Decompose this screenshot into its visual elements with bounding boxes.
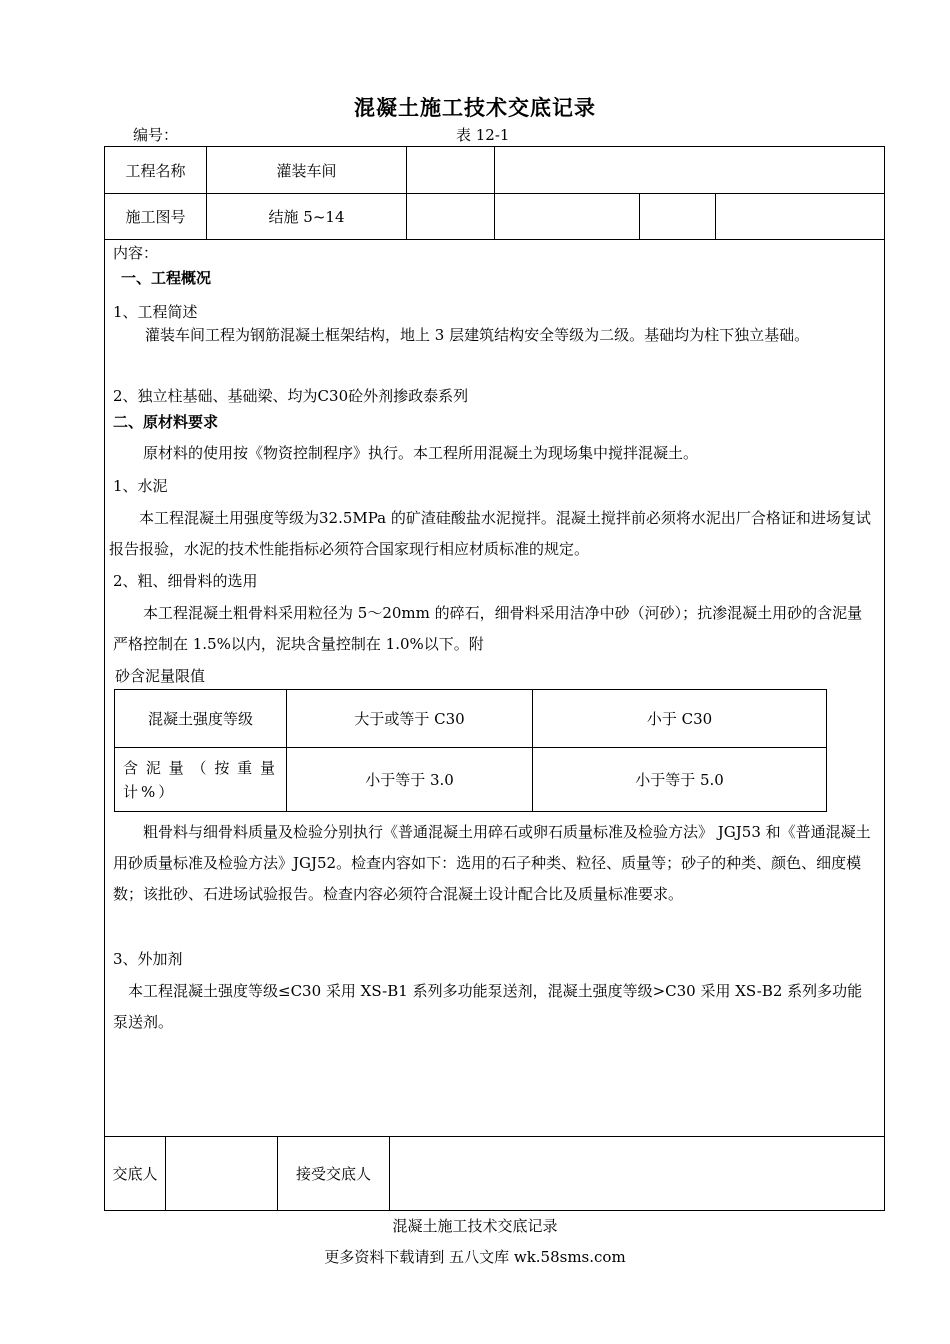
section-2-text: 原材料的使用按《物资控制程序》执行。本工程所用混凝土为现场集中搅拌混凝土。 [143,444,699,462]
drawing-no-label: 施工图号 [125,208,186,226]
frame-right [884,146,885,1211]
col-divider [406,146,407,239]
briefing-giver-label: 交底人 [112,1164,158,1183]
section-2-1-text: 本工程混凝土用强度等级为32.5MPa 的矿渣硅酸盐水泥搅拌。混凝土搅拌前必须将水泥出厂合格证和进场复试报告报验，水泥的技术性能指标必须符合国家现行相应材质标准的规定。 [109,509,871,558]
section-1-title: 一、工程概况 [121,269,212,287]
content-label: 内容： [113,244,159,262]
mud-content-table [114,689,827,812]
table-row-label: 含泥量（按重量计%） [115,748,287,812]
project-name-value: 灌装车间 [276,161,337,180]
drawing-no-value: 结施 5~14 [268,208,345,226]
section-2-2-heading: 2、粗、细骨料的选用 [113,572,258,590]
section-2-3-heading: 3、外加剂 [113,950,183,968]
document-title: 混凝土施工技术交底记录 [354,95,596,120]
table-cell: 小于等于 3.0 [287,748,533,812]
row-divider [104,1136,885,1137]
section-2-1-heading: 1、水泥 [113,477,168,495]
footer-link-text: 更多资料下载请到 五八文库 wk.58sms.com [324,1248,626,1266]
col-divider [639,193,640,239]
frame-bottom [104,1210,885,1211]
footer-title: 混凝土施工技术交底记录 [392,1217,558,1235]
section-2-2-text-2: 粗骨料与细骨料质量及检验分别执行《普通混凝土用碎石或卵石质量标准及检验方法》 JGJ53 和《普通混凝土用砂质量标准及检验方法》JGJ52。检查内容如下：选用的石子种类、粒径、质量等；砂子的种类、颜色、细度模数；该批砂、石进场试验报告。检查内容必须符合混凝土设计配合比及质量标准要求。 [113,823,871,903]
form-number: 表 12-1 [456,126,510,144]
table-cell: 小于等于 5.0 [533,748,827,812]
col-divider [165,1136,166,1210]
table-header-cell: 小于 C30 [533,690,827,748]
table-header-cell: 混凝土强度等级 [115,690,287,748]
section-1-1-heading: 1、工程简述 [113,303,198,321]
table-caption: 砂含泥量限值 [115,667,206,685]
briefing-receiver-label: 接受交底人 [295,1165,371,1183]
project-name-label: 工程名称 [125,161,186,180]
section-2-title: 二、原材料要求 [113,413,219,431]
col-divider [715,193,716,239]
col-divider [494,146,495,239]
section-2-2-text: 本工程混凝土粗骨料采用粒径为 5～20mm 的碎石，细骨料采用洁净中砂（河砂）；抗渗混凝土用砂的含泥量严格控制在 1.5%以内，泥块含量控制在 1.0%以下。附 [113,604,863,653]
section-1-2-text: 2、独立柱基础、基础梁、均为C30砼外剂掺政泰系列 [113,387,469,405]
serial-number-label: 编号： [133,126,179,144]
table-header-cell: 大于或等于 C30 [287,690,533,748]
col-divider [389,1136,390,1210]
section-2-3-text: 本工程混凝土强度等级≤C30 采用 XS-B1 系列多功能泵送剂，混凝土强度等级>C30 采用 XS-B2 系列多功能泵送剂。 [113,982,863,1031]
frame-left [104,146,105,1211]
section-1-1-text: 灌装车间工程为钢筋混凝土框架结构，地上 3 层建筑结构安全等级为二级。基础均为柱下独立基础。 [145,326,810,344]
